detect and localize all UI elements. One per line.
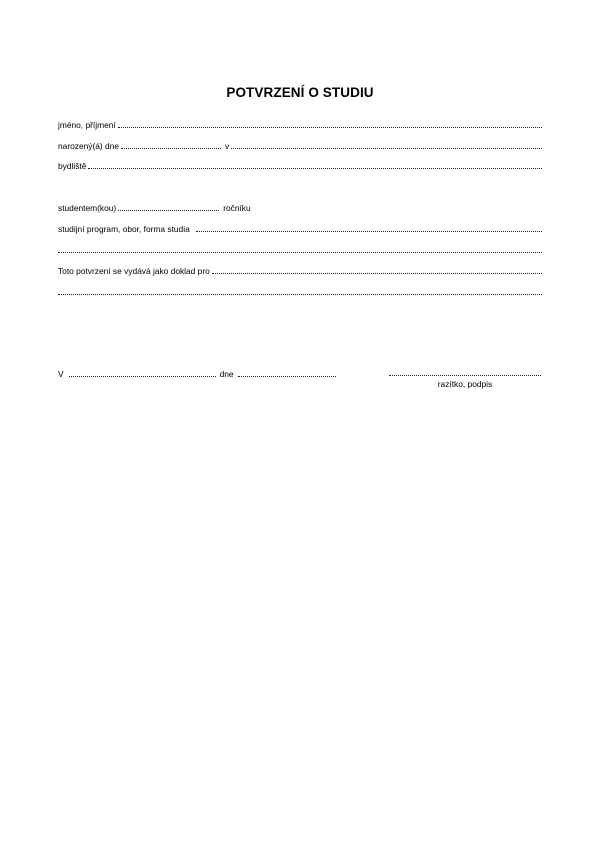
residence-label: bydliště	[58, 161, 87, 171]
date-label: dne	[219, 369, 234, 379]
program-row	[58, 222, 542, 234]
birth-date-label: narozený(á) dne	[58, 141, 119, 151]
program-label: studijní program, obor, forma studia	[58, 224, 190, 234]
program-continuation-row	[58, 243, 542, 255]
date-field[interactable]	[238, 368, 336, 377]
residence-row	[58, 159, 542, 171]
program-field[interactable]	[196, 223, 542, 232]
birth-row	[58, 139, 542, 151]
purpose-continuation-row	[58, 285, 542, 297]
signature-line[interactable]	[389, 367, 541, 376]
purpose-field[interactable]	[212, 265, 542, 274]
name-field[interactable]	[118, 119, 542, 128]
program-continuation-field[interactable]	[58, 244, 542, 253]
year-label: ročníku	[223, 203, 251, 213]
birth-place-label: v	[225, 141, 230, 151]
place-label: V	[58, 369, 64, 379]
student-label: studentem(kou)	[58, 203, 117, 213]
birth-place-field[interactable]	[231, 140, 542, 149]
birth-date-field[interactable]	[121, 140, 221, 149]
purpose-label: Toto potvrzení se vydává jako doklad pro	[58, 266, 210, 276]
page-title: POTVRZENÍ O STUDIU	[226, 85, 374, 100]
residence-field[interactable]	[88, 160, 542, 169]
student-row	[58, 201, 542, 213]
place-field[interactable]	[69, 368, 216, 377]
purpose-row	[58, 264, 542, 276]
name-row	[58, 118, 542, 130]
purpose-continuation-field[interactable]	[58, 286, 542, 295]
signature-caption: razítko, podpis	[437, 379, 493, 389]
place-date-row	[58, 367, 348, 379]
name-label: jméno, příjmení	[58, 120, 116, 130]
year-field[interactable]	[118, 202, 219, 211]
